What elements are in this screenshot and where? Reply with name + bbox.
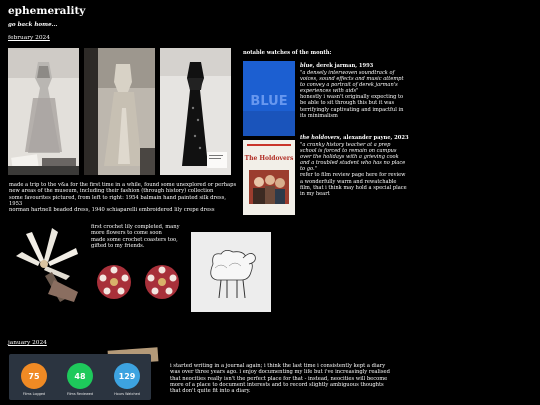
note-line: terrifyingly captivating and impactful in <box>300 106 404 113</box>
museum-caption <box>9 182 239 213</box>
schiaparelli-dress-photo <box>160 48 231 175</box>
synopsis-line: to go." <box>300 166 317 173</box>
synopsis-line: "a cranky history teacher at a prep <box>300 142 391 148</box>
synopsis-line: experiences with aids" <box>300 88 359 95</box>
film-stats-card <box>9 354 151 400</box>
caption-line: i started writing in a journal again; i think the last time i consistently kept a diary <box>170 363 386 369</box>
stat-hours-watched <box>114 363 147 396</box>
caption-line: was over three years ago. i enjoy documenting my life but i've increasingly realised <box>170 369 390 376</box>
note-line: a wonderfully warm and rewatchable <box>300 178 397 185</box>
synopsis-line: voices, sound effects and music attempt <box>300 76 404 83</box>
movie-note <box>300 94 412 118</box>
note-line: honestly i wasn't originally expecting to <box>300 94 404 101</box>
synopsis-line: over the holidays with a grieving cook <box>300 154 399 161</box>
caption-line: norman hartnell beaded dress, 1940 schiaparelli embroidered lily crepe dress <box>9 207 215 214</box>
movie-note <box>300 172 412 196</box>
movie-name: blue <box>300 63 313 69</box>
synopsis-line: to convey a portrait of derek jarman's <box>300 82 398 89</box>
note-line: its minimalism <box>300 112 338 119</box>
watches-heading: notable watches of the month: <box>243 50 332 56</box>
lamb-drawing-photo <box>191 232 271 312</box>
stat-value: 129 <box>114 363 140 389</box>
note-line: in my heart <box>300 190 330 197</box>
crochet-caption <box>91 224 201 249</box>
caption-line: made a trip to the v&a for the first time in a while, found some unexplored or perhaps <box>9 182 237 188</box>
poster-title-text: BLUE <box>250 94 288 109</box>
january-section-link[interactable]: january 2024 <box>8 340 47 346</box>
holdovers-entry <box>300 135 412 197</box>
note-line: be able to sit through this but it was <box>300 100 395 107</box>
caption-line: that neocities really isn't the perfect place for that - instead, neocities will become <box>170 375 388 382</box>
february-section-link[interactable]: february 2024 <box>8 35 50 41</box>
crochet-coasters-photo <box>92 260 188 304</box>
note-line: film, that i think may hold a special place <box>300 184 407 191</box>
stat-label: Hours Watched <box>114 392 140 396</box>
synopsis-line: "a densely interwoven soundtrack of <box>300 70 395 76</box>
caption-line: more flowers to come soon <box>91 230 162 237</box>
movie-credit: , alexander payne, 2023 <box>339 135 409 141</box>
site-title: ephemerality <box>8 5 86 17</box>
synopsis-line: school is forced to remain on campus <box>300 148 397 155</box>
stat-value: 48 <box>67 363 93 389</box>
hartnell-dress-photo <box>84 48 155 175</box>
stat-label: Films Reviewed <box>66 392 94 396</box>
caption-line: first crochet lily completed, many <box>91 224 180 230</box>
movie-title <box>300 135 412 141</box>
movie-title <box>300 63 412 69</box>
blue-poster <box>243 61 295 136</box>
crochet-lily-photo <box>8 222 86 302</box>
stat-label: Films Logged <box>22 392 46 396</box>
caption-line: more of a place to document interests and to record slightly ambiguous thoughts <box>170 381 384 388</box>
stat-films-logged <box>21 363 54 396</box>
movie-synopsis <box>300 70 412 94</box>
go-back-home-link[interactable]: go back home... <box>8 22 58 28</box>
holdovers-poster <box>243 140 295 215</box>
movie-name: the holdovers <box>300 135 340 141</box>
movie-synopsis <box>300 142 412 172</box>
journal-caption <box>170 363 410 394</box>
synopsis-line: and a troubled student who has no place <box>300 160 406 167</box>
stat-films-reviewed <box>67 363 100 396</box>
caption-line: that don't quite fit into a diary. <box>170 388 251 395</box>
note-line[interactable]: refer to film review page here for review <box>300 172 406 179</box>
caption-line: new areas of the museum, including their fashion (through history) collection <box>9 188 214 195</box>
blue-entry <box>300 63 412 119</box>
caption-line: some favourites pictured, from left to right: 1954 balmain hand painted silk dress, 1953 <box>9 194 227 207</box>
poster-title-text: The Holdovers <box>244 155 294 162</box>
caption-line: made some crochet coasters too, <box>91 236 178 243</box>
stat-value: 75 <box>21 363 47 389</box>
movie-credit: , derek jarman, 1993 <box>312 63 374 69</box>
balmain-dress-photo <box>8 48 79 175</box>
caption-line: gifted to my friends. <box>91 242 145 249</box>
